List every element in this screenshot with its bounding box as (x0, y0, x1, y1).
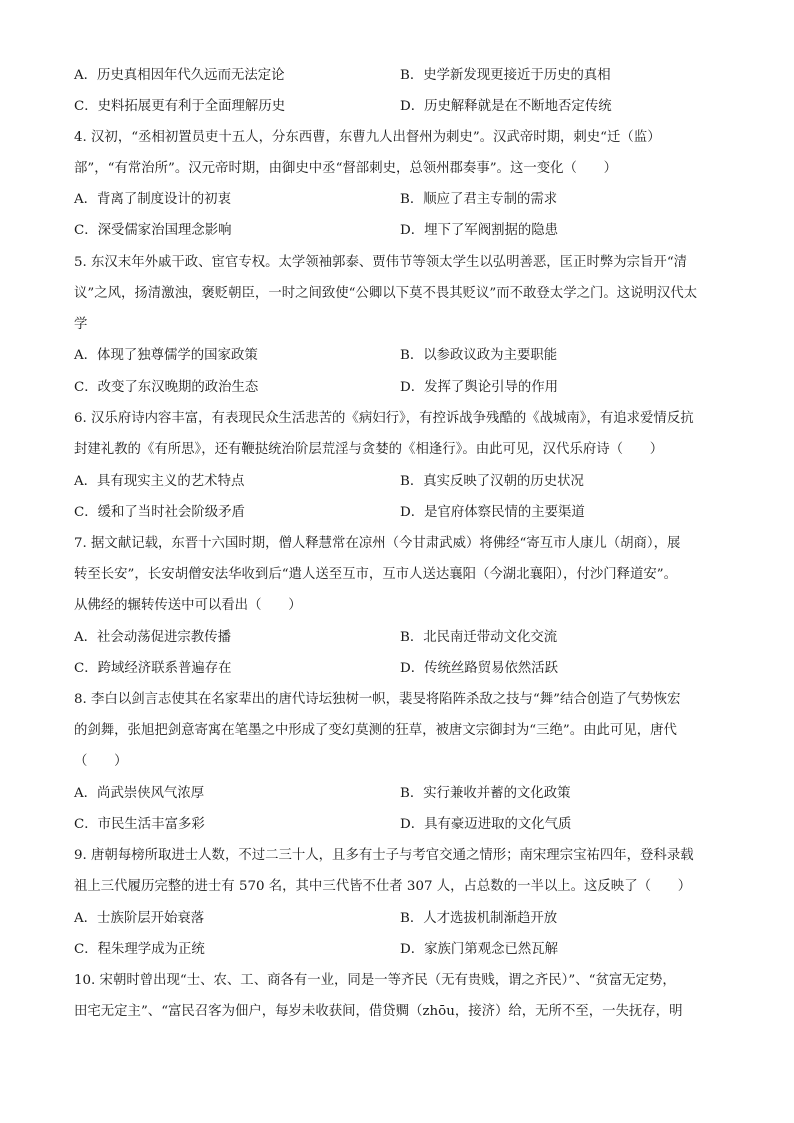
q4-option-a: A．背离了制度设计的初衷 (74, 192, 231, 207)
q9-option-b: B．人才选拔机制渐趋开放 (400, 911, 558, 926)
q5-option-c: C．改变了东汉晚期的政治生态 (74, 380, 259, 395)
q3-option-d: D．历史解释就是在不断地否定传统 (400, 99, 612, 114)
q4-stem-line-2: 部”，“有常治所”。汉元帝时期，由御史中丞“督部刺史，总领州郡奏事”。这一变化（ ） (74, 161, 618, 176)
q8-option-a: A．尚武崇侠风气浓厚 (74, 786, 205, 801)
q6-option-a: A．具有现实主义的艺术特点 (74, 474, 245, 489)
q5-option-b: B．以参政议政为主要职能 (400, 348, 558, 363)
q5-option-a: A．体现了独尊儒学的国家政策 (74, 348, 258, 363)
q6-option-d: D．是官府体察民情的主要渠道 (400, 505, 585, 520)
q7-option-a: A．社会动荡促进宗教传播 (74, 630, 231, 645)
q4-option-b: B．顺应了君主专制的需求 (400, 192, 558, 207)
q8-stem-line-3: （ ） (74, 754, 128, 769)
q9-option-a: A．士族阶层开始衰落 (74, 911, 205, 926)
q7-stem-line-1: 7. 据文献记载，东晋十六国时期，僧人释慧常在凉州（今甘肃武威）将佛经“寄互市人康儿（胡商），展 (74, 536, 681, 551)
q10-stem-line-1: 10. 宋朝时曾出现“士、农、工、商各有一业，同是一等齐民（无有贵贱，谓之齐民）”、“贫富无定势， (74, 973, 676, 988)
q9-stem-line-1: 9. 唐朝每榜所取进士人数，不过二三十人，且多有士子与考官交通之情形；南宋理宗宝祐四年，登科录载 (74, 848, 694, 863)
q5-stem-line-2: 议”之风，扬清激浊，褒贬朝臣，一时之间致使“公卿以下莫不畏其贬议”而不敢登太学之门。这说明汉代太 (74, 286, 698, 301)
q5-option-d: D．发挥了舆论引导的作用 (400, 380, 559, 395)
q8-option-b: B．实行兼收并蓄的文化政策 (400, 786, 571, 801)
q6-stem-line-2: 封建礼教的《有所思》，还有鞭挞统治阶层荒淫与贪婪的《相逢行》。由此可见，汉代乐府诗（ ） (74, 442, 664, 457)
q6-option-c: C．缓和了当时社会阶级矛盾 (74, 505, 245, 520)
q7-stem-line-2: 转至长安”，长安胡僧安法华收到后“遣人送至互市，互市人送达襄阳（今湖北襄阳），付沙门释道安”。 (74, 567, 678, 582)
q7-option-d: D．传统丝路贸易依然活跃 (400, 661, 559, 676)
q5-stem-line-1: 5. 东汉末年外戚干政、宦官专权。太学领袖郭泰、贾伟节等领太学生以弘明善恶，匡正时弊为宗旨开“清 (74, 255, 688, 270)
q3-option-a: A．历史真相因年代久远而无法定论 (74, 68, 285, 83)
q9-option-d: D．家族门第观念已然瓦解 (400, 942, 559, 957)
q6-option-b: B．真实反映了汉朝的历史状况 (400, 474, 584, 489)
q8-option-d: D．具有豪迈进取的文化气质 (400, 817, 572, 832)
q6-stem-line-1: 6. 汉乐府诗内容丰富，有表现民众生活悲苦的《病妇行》，有控诉战争残酷的《战城南》，有追求爱情反抗 (74, 411, 694, 426)
q4-stem-line-1: 4. 汉初，“丞相初置员吏十五人，分东西曹，东曹九人出督州为刺史”。汉武帝时期，刺史“迁（监） (74, 130, 661, 145)
q10-stem-line-2: 田宅无定主”、“富民召客为佃户，每岁未收获间，借贷赒（zhōu，接济）给，无所不至，一失抚存，明 (74, 1004, 683, 1019)
q5-stem-line-3: 学 (74, 317, 88, 332)
q3-option-b: B．史学新发现更接近于历史的真相 (400, 68, 611, 83)
q3-option-c: C．史料拓展更有利于全面理解历史 (74, 99, 286, 114)
q4-option-c: C．深受儒家治国理念影响 (74, 223, 232, 238)
q7-option-c: C．跨域经济联系普遍存在 (74, 661, 232, 676)
q8-option-c: C．市民生活丰富多彩 (74, 817, 205, 832)
q4-option-d: D．埋下了军阀割据的隐患 (400, 223, 559, 238)
q8-stem-line-1: 8. 李白以剑言志使其在名家辈出的唐代诗坛独树一帜，裴旻将陷阵杀敌之技与“舞”结合创造了气势恢宏 (74, 692, 681, 707)
q9-stem-line-2: 祖上三代履历完整的进士有 570 名，其中三代皆不仕者 307 人，占总数的一半以上。这反映了（ ） (74, 879, 692, 894)
q7-option-b: B．北民南迁带动文化交流 (400, 630, 558, 645)
q9-option-c: C．程朱理学成为正统 (74, 942, 205, 957)
q7-stem-line-3: 从佛经的辗转传送中可以看出（ ） (74, 598, 302, 613)
q8-stem-line-2: 的剑舞，张旭把剑意寄寓在笔墨之中形成了变幻莫测的狂草，被唐文宗御封为“三绝”。由此可见，唐代 (74, 723, 677, 738)
